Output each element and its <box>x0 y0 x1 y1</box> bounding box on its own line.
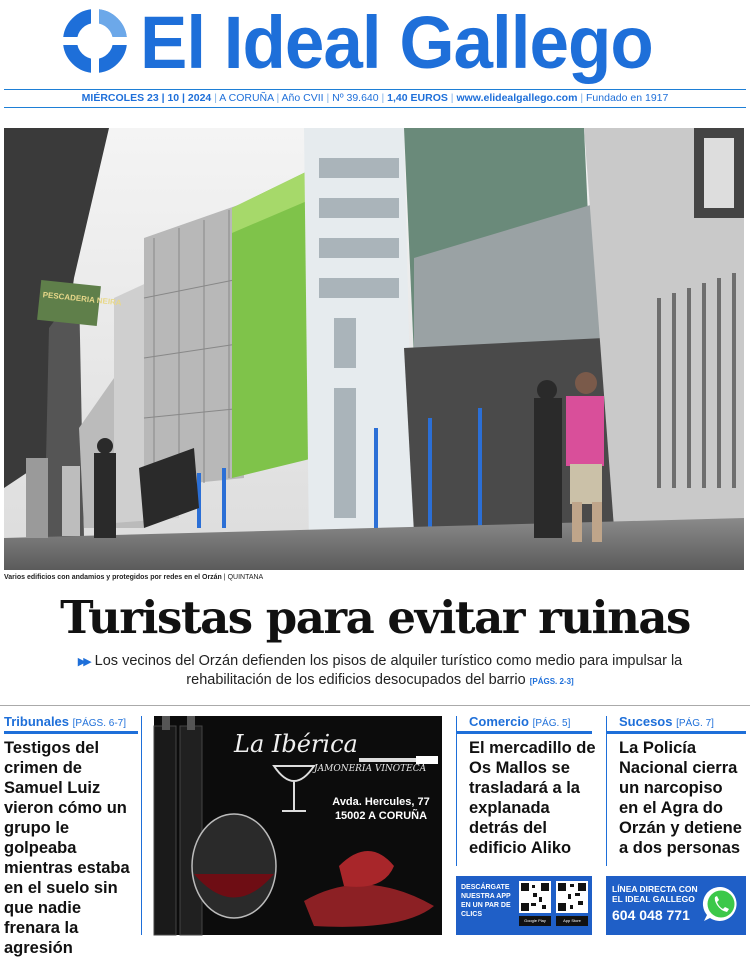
section-divider <box>0 705 750 706</box>
photo-caption-text: Varios edificios con andamios y protegidos por redes en el Orzán <box>4 574 222 581</box>
dateline: MIÉRCOLES 23 | 10 | 2024 | A CORUÑA | Año CVII | Nº 39.640 | 1,40 EUROS | www.elidealgallego.com | Fundado en 1917 <box>81 92 669 104</box>
issue-city: A CORUÑA <box>219 92 274 104</box>
app-store-badge[interactable]: App Store <box>556 916 588 926</box>
qr-code-icon[interactable] <box>519 881 551 913</box>
main-headline[interactable]: Turistas para evitar ruinas <box>60 591 690 644</box>
issue-date: MIÉRCOLES 23 | 10 | 2024 <box>81 92 212 104</box>
section-name: Sucesos <box>619 714 673 729</box>
section-name: Tribunales <box>4 714 70 729</box>
column-divider <box>606 716 607 866</box>
column-rule <box>606 731 746 734</box>
whatsapp-line2: EL IDEAL GALLEGO <box>612 894 695 904</box>
section-label-sucesos[interactable] <box>619 714 714 729</box>
photo-caption: Varios edificios con andamios y protegidos por redes en el Orzán | QUINTANA <box>4 574 264 581</box>
photo-credit: QUINTANA <box>227 574 264 581</box>
founded-year: Fundado en 1917 <box>586 92 669 104</box>
whatsapp-icon[interactable] <box>701 884 741 924</box>
ad-tagline: JAMONERIA VINOTECA <box>314 764 427 774</box>
app-download-promo[interactable] <box>456 876 592 935</box>
section-page-ref: [PÁG. 7] <box>676 718 714 729</box>
advertisement-la-iberica[interactable] <box>154 716 442 935</box>
newspaper-logo-icon <box>60 6 130 76</box>
ad-address-line2: 15002 A CORUÑA <box>334 810 428 822</box>
column-rule <box>4 731 138 734</box>
website-link[interactable]: www.elidealgallego.com <box>456 92 578 104</box>
ad-address-line1: Avda. Hercules, 77 <box>332 796 430 808</box>
double-arrow-icon: ▶▶ <box>77 656 89 668</box>
subhead-text: Los vecinos del Orzán defienden los pisos de alquiler turístico como medio para impulsar la rehabilitación de los edificios desocupados del barrio <box>94 653 683 688</box>
whatsapp-line1: LÍNEA DIRECTA CON <box>612 884 698 894</box>
shop-sign-text: PESCADERIA NEIRA <box>42 290 123 308</box>
whatsapp-promo[interactable] <box>606 876 746 935</box>
masthead-rule-bottom <box>4 107 746 108</box>
column-divider <box>141 716 142 935</box>
section-name: Comercio <box>469 714 529 729</box>
section-page-ref: [PÁGS. 6-7] <box>72 718 127 729</box>
story-tribunales[interactable]: Testigos del crimen de Samuel Luiz vieron cómo un grupo le golpeaba mientras estaba en el suelo sin que nadie frenara la agresión <box>4 739 130 957</box>
story-sucesos[interactable]: La Policía Nacional cierra un narcopiso en el Agra do Orzán y detiene a dos personas <box>619 739 742 857</box>
lead-photo <box>4 128 744 570</box>
story-comercio[interactable]: El mercadillo de Os Mallos se trasladará a la explanada detrás del edificio Aliko <box>469 739 596 857</box>
column-rule <box>456 731 592 734</box>
app-promo-text: DESCÁRGATE NUESTRA APP EN UN PAR DE CLICS <box>461 884 511 918</box>
ad-brand: La Ibérica <box>234 730 358 758</box>
main-subheadline <box>60 652 700 691</box>
subhead-page-ref[interactable]: [PÁGS. 2-3] <box>529 677 574 686</box>
section-label-tribunales[interactable] <box>4 714 126 729</box>
whatsapp-phone[interactable]: 604 048 771 <box>612 907 690 923</box>
issue-number: Nº 39.640 <box>332 92 379 104</box>
section-page-ref: [PÁG. 5] <box>532 718 571 729</box>
issue-year: Año CVII <box>281 92 324 104</box>
qr-code-icon[interactable] <box>556 881 588 913</box>
masthead-title: El Ideal Gallego <box>140 2 653 85</box>
column-divider <box>456 716 457 866</box>
issue-price: 1,40 EUROS <box>387 92 448 104</box>
google-play-badge[interactable]: Google Play <box>519 916 551 926</box>
section-label-comercio[interactable] <box>469 714 570 729</box>
